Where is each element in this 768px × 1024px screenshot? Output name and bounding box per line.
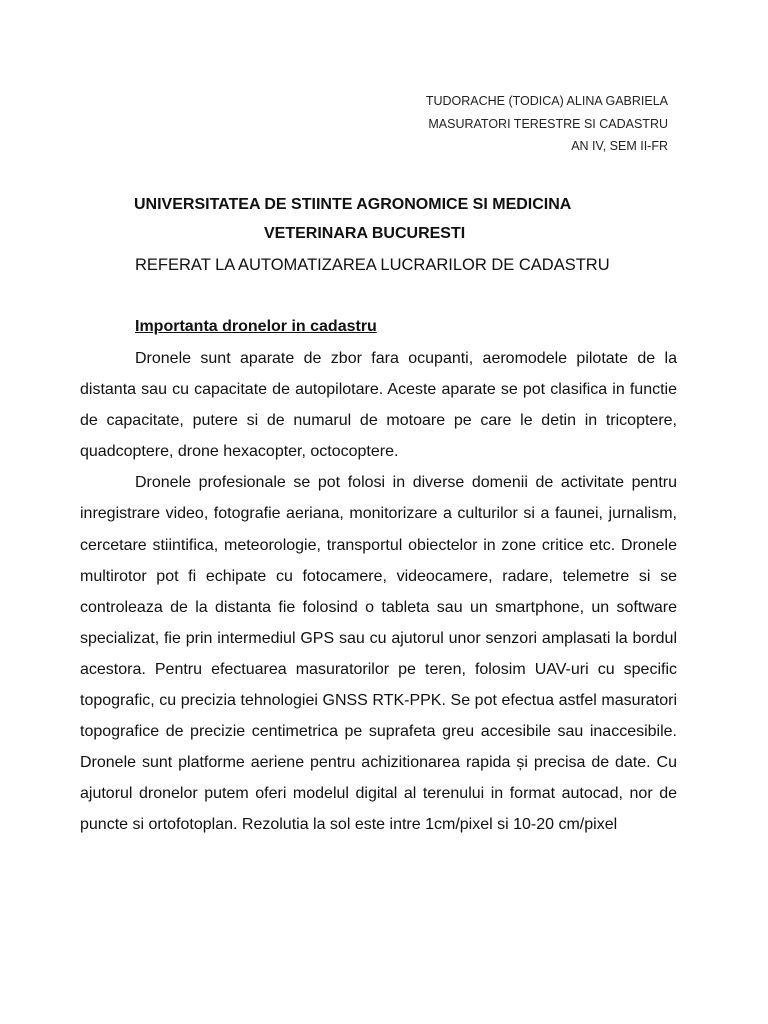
paragraph: Dronele profesionale se pot folosi in diverse domenii de activitate pentru inregistrare video, fotografie aeriana, monitorizare a culturilor si a faunei, jurnalism, cercetare stiintifica, meteorologie, transportul obiectelor in zone critice etc. Dronele multirotor pot fi echipate cu fotocamere, videocamere, radare, telemetre si se controleaza de la distanta fie folosind o tableta sau un smartphone, un software specializat, fie prin intermediul GPS sau cu ajutorul unor senzori amplasati la bordul acestora. Pentru efectuarea masuratorilor pe teren, folosim UAV-uri cu specific topografic, cu precizia tehnologiei GNSS RTK-PPK. Se pot efectua astfel masuratori topografice de precizie centimetrica pe suprafeta greu accesibile sau inaccesibile. Dronele sunt platforme aeriene pentru achizitionarea rapida și precisa de date. Cu ajutorul dronelor putem oferi modelul digital al terenului in format autocad, nor de puncte si ortofotoplan. Rezolutia la sol este intre 1cm/pixel si 10-20 cm/pixel	[80, 474, 677, 834]
body-text	[80, 343, 677, 841]
author-name: TUDORACHE (TODICA) ALINA GABRIELA	[425, 94, 668, 108]
university-title-line2: VETERINARA BUCURESTI	[264, 225, 466, 242]
referat-title: REFERAT LA AUTOMATIZAREA LUCRARILOR DE CADASTRU	[135, 256, 610, 274]
university-title-line1: UNIVERSITATEA DE STIINTE AGRONOMICE SI MEDICINA	[134, 196, 572, 213]
paragraph: Dronele sunt aparate de zbor fara ocupanti, aeromodele pilotate de la distanta sau cu capacitate de autopilotare. Aceste aparate se pot clasifica in functie de capacitate, putere si de numarul de motoare pe care le detin in tricoptere, quadcoptere, drone hexacopter, octocoptere.	[80, 350, 677, 461]
section-heading: Importanta dronelor in cadastru	[135, 318, 377, 335]
author-block	[426, 90, 668, 158]
year-semester: AN IV, SEM II-FR	[571, 139, 668, 153]
study-program: MASURATORI TERESTRE SI CADASTRU	[428, 116, 668, 131]
